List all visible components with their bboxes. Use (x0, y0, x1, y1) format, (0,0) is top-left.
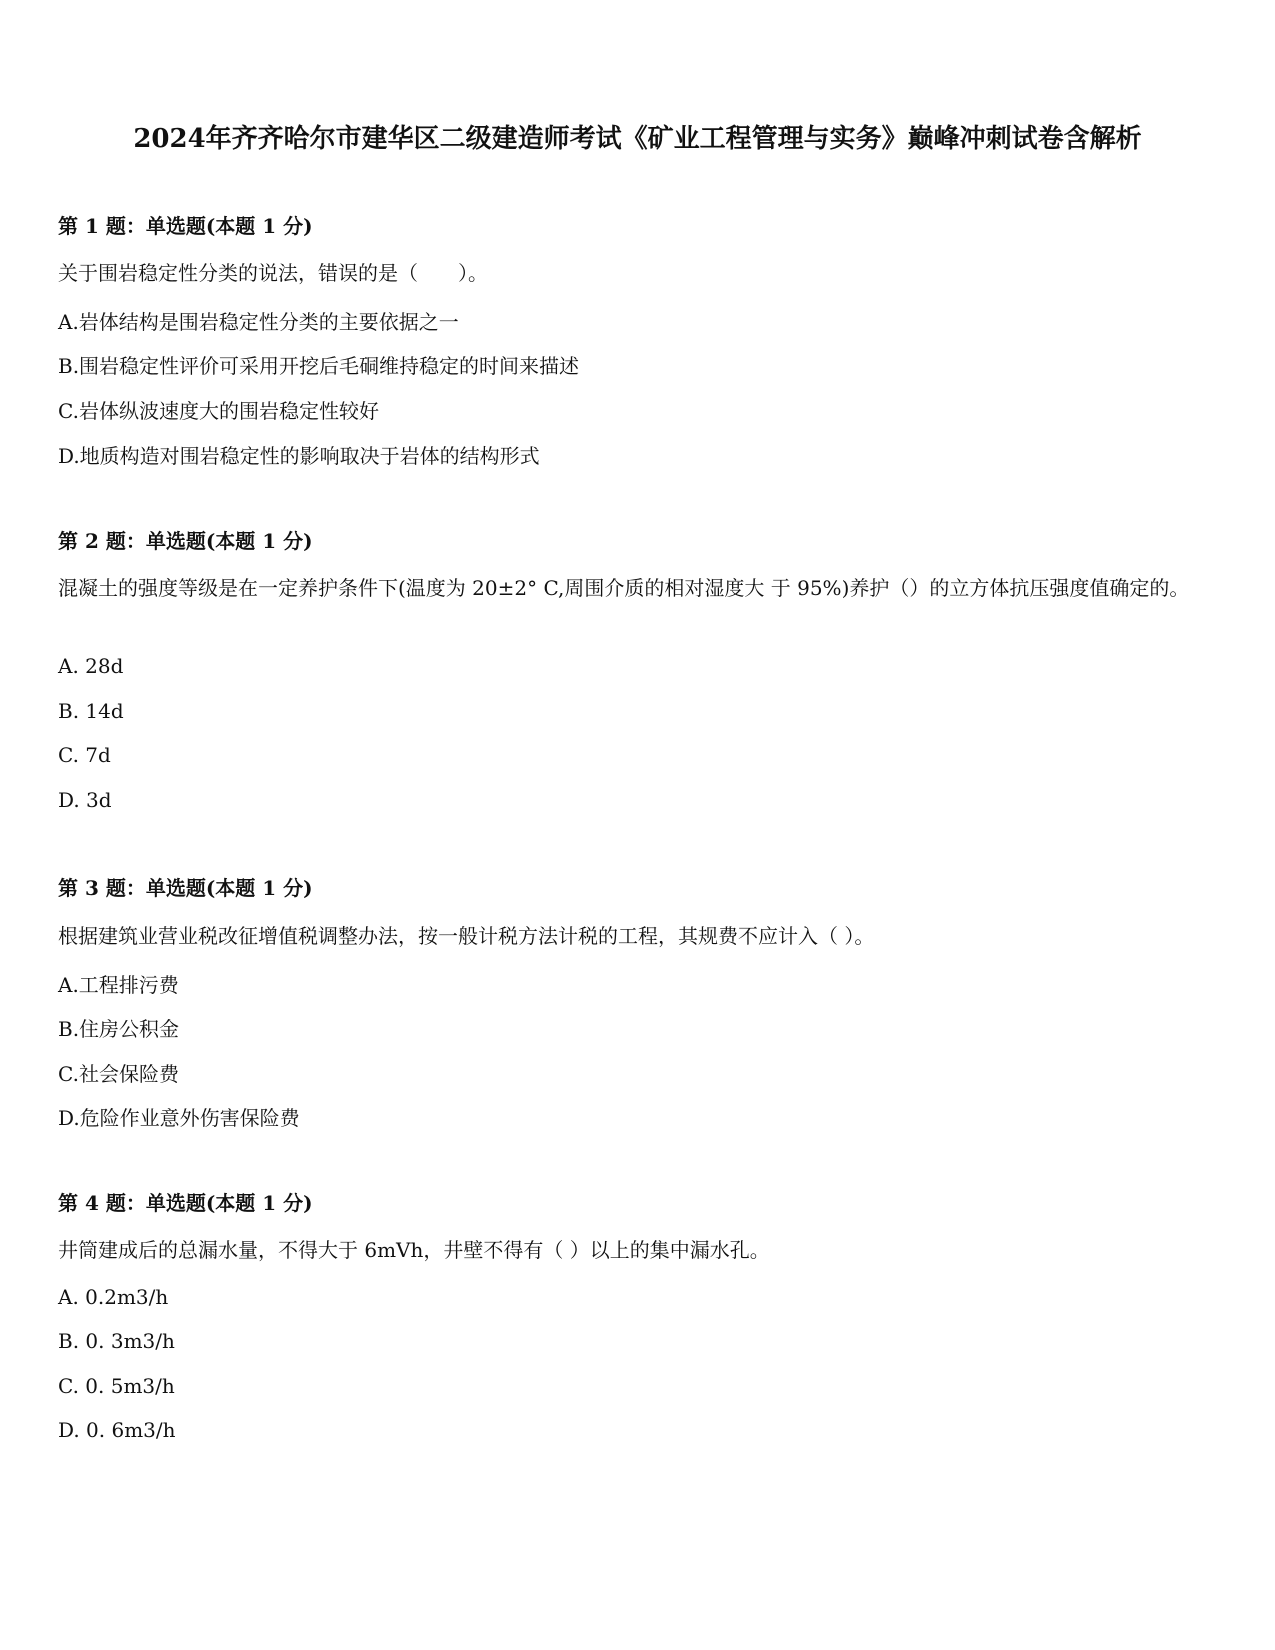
question-2-option-b: B. 14d (58, 699, 124, 723)
question-2-header: 第 2 题：单选题(本题 1 分) (58, 529, 313, 553)
question-4-option-c: C. 0. 5m3/h (58, 1374, 175, 1398)
question-1-option-d: D.地质构造对围岩稳定性的影响取决于岩体的结构形式 (58, 444, 540, 468)
question-4-header: 第 4 题：单选题(本题 1 分) (58, 1191, 313, 1215)
question-4-option-a: A. 0.2m3/h (58, 1285, 169, 1309)
question-3-header: 第 3 题：单选题(本题 1 分) (58, 876, 313, 900)
question-2-option-c: C. 7d (58, 743, 111, 767)
question-3-stem: 根据建筑业营业税改征增值税调整办法，按一般计税方法计税的工程，其规费不应计入（ ）。 (58, 924, 875, 948)
question-1-header: 第 1 题：单选题(本题 1 分) (58, 214, 313, 238)
question-3-option-a: A.工程排污费 (58, 973, 179, 997)
question-4-option-b: B. 0. 3m3/h (58, 1329, 175, 1353)
question-4-stem: 井筒建成后的总漏水量，不得大于 6mVh，井壁不得有（ ）以上的集中漏水孔。 (58, 1238, 770, 1262)
question-2-option-d: D. 3d (58, 788, 112, 812)
question-3-option-d: D.危险作业意外伤害保险费 (58, 1106, 300, 1130)
question-3-option-c: C.社会保险费 (58, 1062, 179, 1086)
question-2-option-a: A. 28d (58, 654, 124, 678)
question-3-option-b: B.住房公积金 (58, 1017, 180, 1041)
question-1-option-b: B.围岩稳定性评价可采用开挖后毛硐维持稳定的时间来描述 (58, 354, 580, 378)
document-title: 2024年齐齐哈尔市建华区二级建造师考试《矿业工程管理与实务》巅峰冲刺试卷含解析 (133, 124, 1142, 154)
question-1-stem: 关于围岩稳定性分类的说法，错误的是（ ）。 (58, 261, 488, 285)
question-2-stem: 混凝土的强度等级是在一定养护条件下(温度为 20±2° C,周围介质的相对湿度大 于 95%)养护（）的立方体抗压强度值确定的。 (58, 576, 1190, 600)
question-1-option-a: A.岩体结构是围岩稳定性分类的主要依据之一 (58, 310, 459, 334)
question-1-option-c: C.岩体纵波速度大的围岩稳定性较好 (58, 399, 379, 423)
question-4-option-d: D. 0. 6m3/h (58, 1418, 176, 1442)
